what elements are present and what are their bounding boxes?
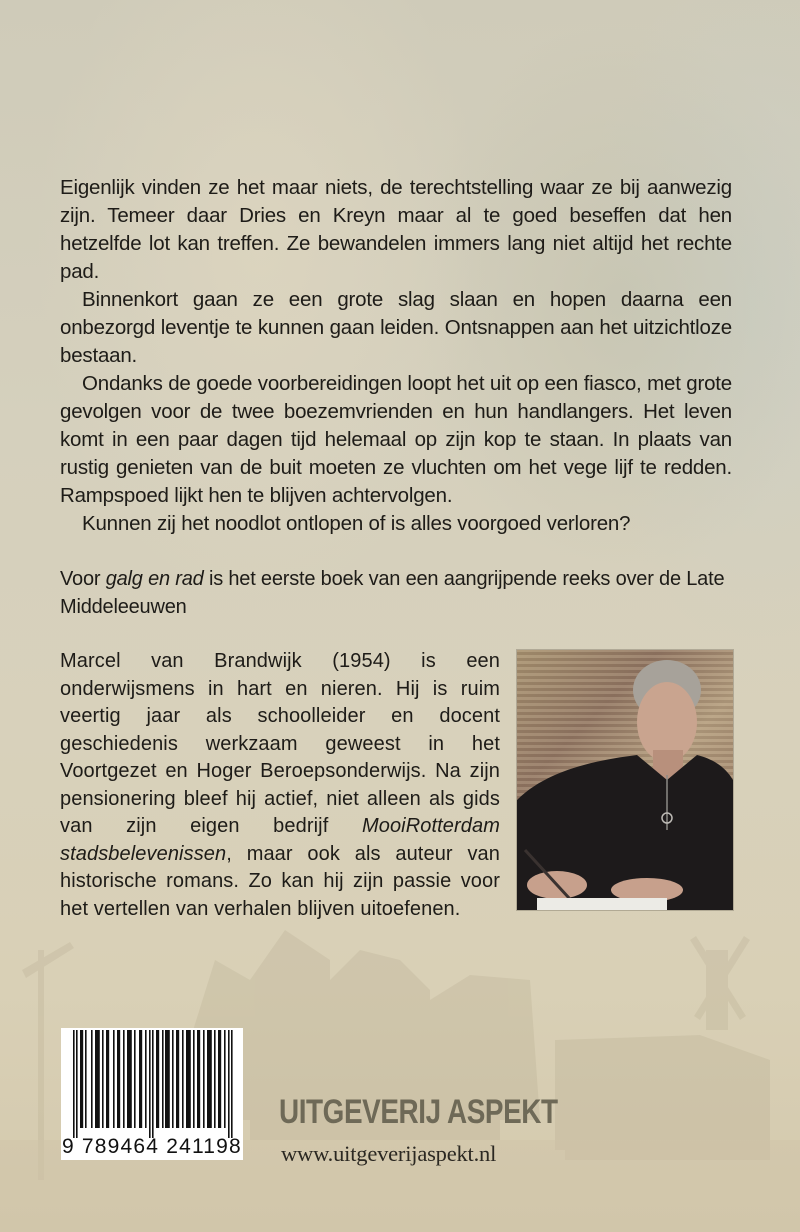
blurb-paragraph: Binnenkort gaan ze een grote slag slaan en hopen daarna een onbezorgd leventje te kunnen gaan leiden. Ontsnappen aan het uitzichtloze bestaan. bbox=[60, 288, 732, 367]
bio-text: Marcel van Brandwijk (1954) is een onderwijsmens in hart en nieren. Hij is ruim veertig jaar als schoolleider en docent geschiedenis werkzaam geweest in het Voortgezet en Hoger Beroepsonderwijs. Na zijn pensionering bleef hij actief, niet alleen als gids van zijn eigen bedrijf bbox=[60, 650, 500, 837]
barcode-bars bbox=[71, 1030, 237, 1138]
blurb-paragraph: Eigenlijk vinden ze het maar niets, de terechtstelling waar ze bij aanwezig zijn. Temeer daar Dries en Kreyn maar al te goed beseffen dat hen hetzelfde lot kan treffen. Ze bewandelen immers lang niet altijd het rechte pad. bbox=[60, 176, 732, 283]
author-photo bbox=[517, 650, 733, 910]
blurb-paragraph: Ondanks de goede voorbereidingen loopt het uit op een fiasco, met grote gevolgen voor de twee boezemvrienden en hun handlangers. Het leven komt in een paar dagen tijd helemaal op zijn kop te staan. In plaats van rustig genieten van de buit moeten ze vluchten om het vege lijf te redden. Rampspoed lijkt hen te blijven achtervolgen. bbox=[60, 372, 732, 507]
publisher-url[interactable]: www.uitgeverijaspekt.nl bbox=[281, 1141, 497, 1166]
company-name: MooiRotterdam stadsbelevenissen bbox=[60, 815, 500, 865]
isbn-barcode bbox=[61, 1028, 243, 1160]
blurb-closing-question: Kunnen zij het noodlot ontlopen of is alles voorgoed verloren? bbox=[82, 512, 631, 535]
book-title: galg en rad bbox=[105, 568, 204, 590]
author-portrait-illustration bbox=[517, 650, 733, 910]
series-statement bbox=[60, 565, 732, 621]
series-prefix: Voor bbox=[60, 568, 106, 590]
bio-text: , maar ook als auteur van historische romans. Zo kan hij zijn passie voor het vertellen van verhalen blijven uitoefenen. bbox=[60, 842, 500, 920]
isbn-number: 9 789464 241198 bbox=[62, 1135, 242, 1158]
book-blurb bbox=[60, 174, 732, 538]
series-suffix: is het eerste boek van een aangrijpende reeks over de Late Middeleeuwen bbox=[60, 568, 725, 618]
author-bio bbox=[60, 648, 500, 923]
publisher-name: UITGEVERIJ ASPEKT bbox=[279, 1093, 558, 1131]
